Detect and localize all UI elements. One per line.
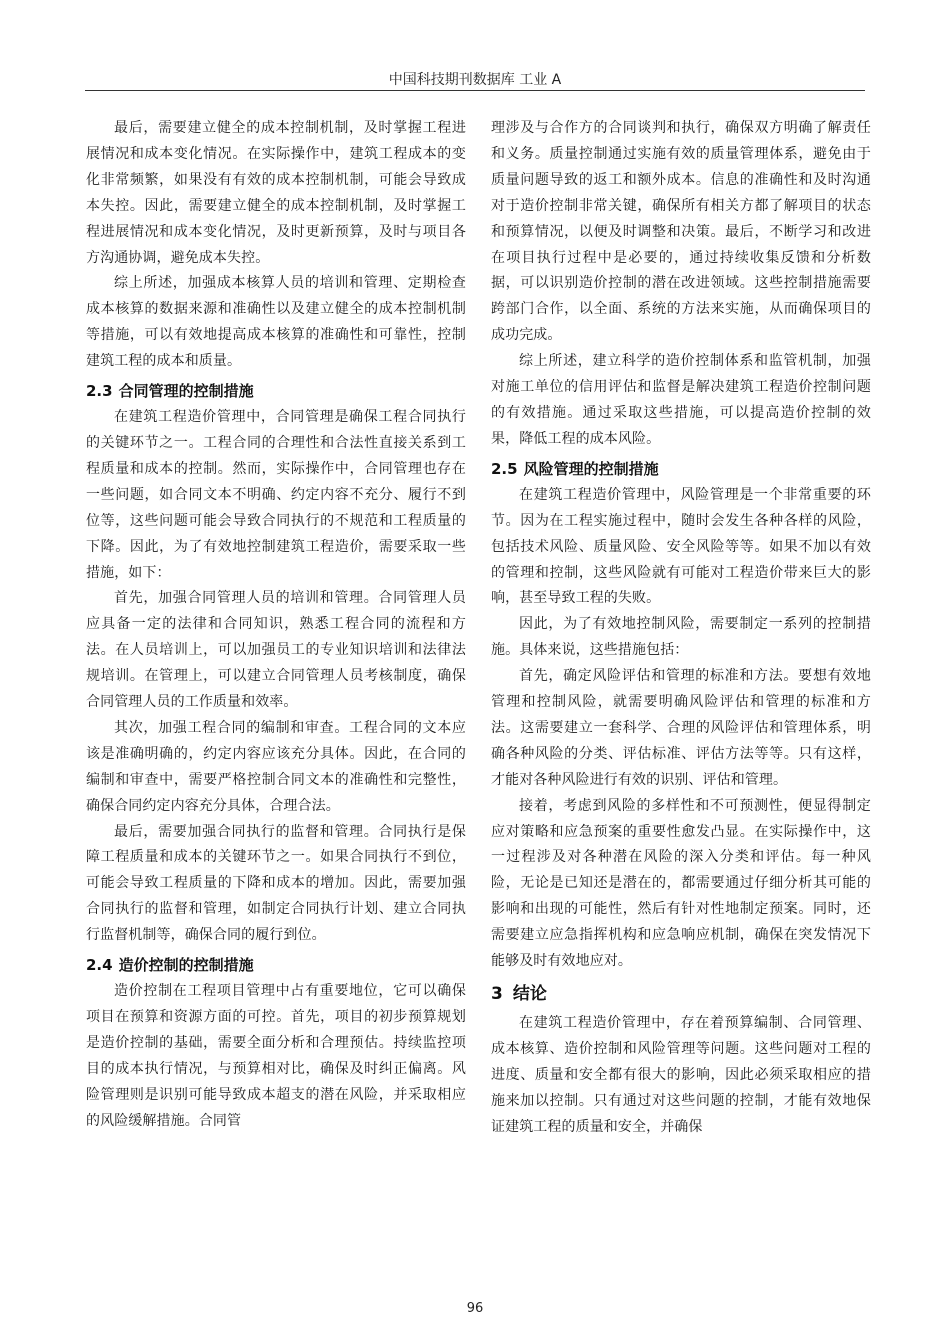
paragraph: 在建筑工程造价管理中，存在着预算编制、合同管理、成本核算、造价控制和风险管理等问题。这些问题对工程的进度、质量和安全都有很大的影响，因此必须采取相应的措施来加以控制。只有通过对这些问题的控制，才能有效地保证建筑工程的质量和安全，并确保 [491,1015,871,1135]
paragraph: 最后，需要建立健全的成本控制机制，及时掌握工程进展情况和成本变化情况。在实际操作中，建筑工程成本的变化非常频繁，如果没有有效的成本控制机制，可能会导致成本失控。因此，需要建立健全的成本控制机制，及时掌握工程进展情况和成本变化情况，及时更新预算，及时与项目各方沟通协调，避免成本失控。 [86,120,466,266]
right-column [491,116,871,1141]
paragraph: 在建筑工程造价管理中，合同管理是确保工程合同执行的关键环节之一。工程合同的合理性和合法性直接关系到工程质量和成本的控制。然而，实际操作中，合同管理也存在一些问题，如合同文本不明确、约定内容不充分、履行不到位等，这些问题可能会导致合同执行的不规范和工程质量的下降。因此，为了有效地控制建筑工程造价，需要采取一些措施，如下： [86,409,466,581]
section-title: 合同管理的控制措施 [118,382,254,401]
section-heading-2-4 [86,951,466,979]
header-rule [85,90,865,91]
section-number: 2.3 [86,382,113,401]
page-number: 96 [466,1301,484,1316]
paragraph: 最后，需要加强合同执行的监督和管理。合同执行是保障工程质量和成本的关键环节之一。如果合同执行不到位，可能会导致工程质量的下降和成本的增加。因此，需要加强合同执行的监督和管理，如制定合同执行计划、建立合同执行监督机制等，确保合同的履行到位。 [86,823,466,944]
paragraph: 其次，加强工程合同的编制和审查。工程合同的文本应该是准确明确的，约定内容应该充分具体。因此，在合同的编制和审查中，需要严格控制合同文本的准确性和完整性，确保合同约定内容充分具体，合理合法。 [86,719,466,814]
paragraph: 因此，为了有效地控制风险，需要制定一系列的控制措施。具体来说，这些措施包括： [491,616,871,659]
section-title: 风险管理的控制措施 [523,459,659,478]
section-heading-2-5 [491,455,871,483]
paragraph: 首先，加强合同管理人员的培训和管理。合同管理人员应具备一定的法律和合同知识，熟悉工程合同的流程和方法。在人员培训上，可以加强员工的专业知识培训和法律法规培训。在管理上，可以建立合同管理人员考核制度，确保合同管理人员的工作质量和效率。 [86,590,466,711]
left-column [86,116,466,1135]
section-number: 3 [491,984,503,1004]
paragraph-continued: 理涉及与合作方的合同谈判和执行，确保双方明确了解责任和义务。质量控制通过实施有效的质量管理体系，避免由于质量问题导致的返工和额外成本。信息的准确性和及时沟通对于造价控制非常关键，确保所有相关方都了解项目的状态和预算情况，以便及时调整和决策。最后，不断学习和改进在项目执行过程中是必要的，通过持续收集反馈和分析数据，可以识别造价控制的潜在改进领域。这些控制措施需要跨部门合作，以全面、系统的方法来实施，从而确保项目的成功完成。 [491,120,871,344]
paragraph: 首先，确定风险评估和管理的标准和方法。要想有效地管理和控制风险，就需要明确风险评估和管理的标准和方法。这需要建立一套科学、合理的风险评估和管理体系，明确各种风险的分类、评估标准、评估方法等等。只有这样，才能对各种风险进行有效的识别、评估和管理。 [491,668,871,788]
paragraph: 在建筑工程造价管理中，风险管理是一个非常重要的环节。因为在工程实施过程中，随时会发生各种各样的风险，包括技术风险、质量风险、安全风险等等。如果不加以有效的管理和控制，这些风险就有可能对工程造价带来巨大的影响，甚至导致工程的失败。 [491,486,871,607]
section-heading-2-3 [86,377,466,405]
section-number: 2.5 [491,459,518,478]
paragraph: 综上所述，加强成本核算人员的培训和管理、定期检查成本核算的数据来源和准确性以及建立健全的成本控制机制等措施，可以有效地提高成本核算的准确性和可靠性，控制建筑工程的成本和质量。 [86,275,466,370]
section-heading-3 [491,979,871,1009]
section-title: 结论 [512,984,547,1004]
section-number: 2.4 [86,956,113,975]
section-title: 造价控制的控制措施 [118,956,254,975]
paragraph: 综上所述，建立科学的造价控制体系和监管机制，加强对施工单位的信用评估和监督是解决建筑工程造价控制问题的有效措施。通过采取这些措施，可以提高造价控制的效果，降低工程的成本风险。 [491,353,871,447]
running-header: 中国科技期刊数据库 工业 A [388,72,562,88]
paragraph: 接着，考虑到风险的多样性和不可预测性，便显得制定应对策略和应急预案的重要性愈发凸显。在实际操作中，这一过程涉及对各种潜在风险的深入分类和评估。每一种风险，无论是已知还是潜在的，都需要通过仔细分析其可能的影响和出现的可能性，然后有针对性地制定预案。同时，还需要建立应急指挥机构和应急响应机制，确保在突发情况下能够及时有效地应对。 [491,797,871,970]
paragraph: 造价控制在工程项目管理中占有重要地位，它可以确保项目在预算和资源方面的可控。首先，项目的初步预算规划是造价控制的基础，需要全面分析和合理预估。持续监控项目的成本执行情况，与预算相对比，确保及时纠正偏离。风险管理则是识别可能导致成本超支的潜在风险，并采取相应的风险缓解措施。合同管 [86,983,466,1129]
